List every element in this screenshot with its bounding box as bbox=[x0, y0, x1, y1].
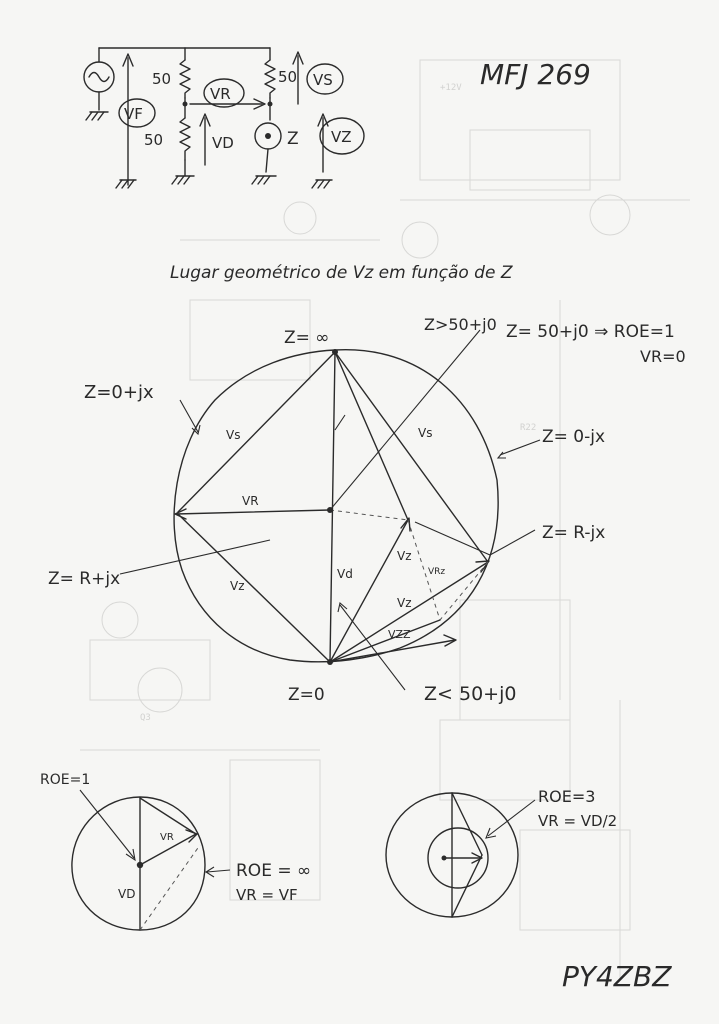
vz-left-label: Vz bbox=[230, 579, 245, 593]
small-diagram-roe-3 bbox=[386, 787, 617, 917]
diagram-subtitle: Lugar geométrico de Vz em função de Z bbox=[170, 263, 513, 283]
author-signature: PY4ZBZ bbox=[562, 960, 672, 993]
z-zero-label: Z=0 bbox=[288, 685, 325, 705]
vz-a-label: Vz bbox=[397, 549, 412, 563]
vz-b-label: Vz bbox=[397, 596, 412, 610]
z-less-label: Z< 50+j0 bbox=[424, 683, 517, 705]
small-vd-label: VD bbox=[118, 887, 136, 901]
bridge-circuit-schematic bbox=[84, 48, 364, 188]
z-r-neg-label: Z= R-jx bbox=[542, 523, 606, 543]
roe-infinite-label: ROE = ∞ bbox=[236, 861, 312, 881]
resistor-bottom-label: 50 bbox=[144, 131, 164, 149]
vs-left-label: Vs bbox=[226, 428, 241, 442]
svg-text:+12V: +12V bbox=[440, 83, 462, 93]
vr-zero-label: VR=0 bbox=[640, 347, 686, 366]
vz-label: VZ bbox=[331, 128, 352, 146]
vz-c-label: VZZ bbox=[388, 628, 411, 641]
resistor-bottom bbox=[180, 118, 190, 160]
locus-circle bbox=[174, 350, 498, 662]
resistor-top-label: 50 bbox=[152, 70, 172, 88]
vs-label: VS bbox=[313, 71, 333, 89]
vr-vector-label: VR bbox=[242, 494, 259, 508]
vr-label: VR bbox=[210, 85, 231, 103]
vrz-label: VRz bbox=[428, 567, 446, 577]
z-neg-reactance-label: Z= 0-jx bbox=[542, 427, 606, 447]
page-title: MFJ 269 bbox=[480, 58, 591, 91]
vs-left-line bbox=[178, 352, 335, 512]
small-vr-label: VR bbox=[160, 832, 174, 843]
roe-3-label: ROE=3 bbox=[538, 787, 596, 806]
z-match-label: Z= 50+j0 ⇒ ROE=1 bbox=[506, 322, 675, 342]
resistor-right-label: 50 bbox=[278, 68, 298, 86]
vs-right-label: Vs bbox=[418, 426, 433, 440]
vf-label: VF bbox=[124, 105, 143, 123]
vr-equals-vf-label: VR = VF bbox=[236, 886, 298, 904]
vd-label: VD bbox=[212, 134, 234, 152]
z-pos-reactance-label: Z=0+jx bbox=[84, 382, 154, 403]
small-diagram-roe-infinite bbox=[40, 772, 311, 930]
roe-1-label: ROE=1 bbox=[40, 772, 91, 788]
z-greater-label: Z>50+j0 bbox=[424, 315, 497, 334]
svg-text:Q3: Q3 bbox=[140, 713, 151, 723]
z-label: Z bbox=[287, 129, 299, 149]
resistor-right bbox=[265, 60, 275, 98]
z-r-pos-label: Z= R+jx bbox=[48, 569, 121, 589]
resistor-top bbox=[180, 60, 190, 98]
vd-line-label: Vd bbox=[337, 567, 353, 581]
z-infinity-label: Z= ∞ bbox=[284, 328, 330, 348]
vr-vector bbox=[176, 510, 330, 514]
impedance-locus-diagram bbox=[48, 315, 686, 705]
vr-equals-vd-half-label: VR = VD/2 bbox=[538, 812, 618, 830]
svg-text:R22: R22 bbox=[520, 423, 537, 433]
